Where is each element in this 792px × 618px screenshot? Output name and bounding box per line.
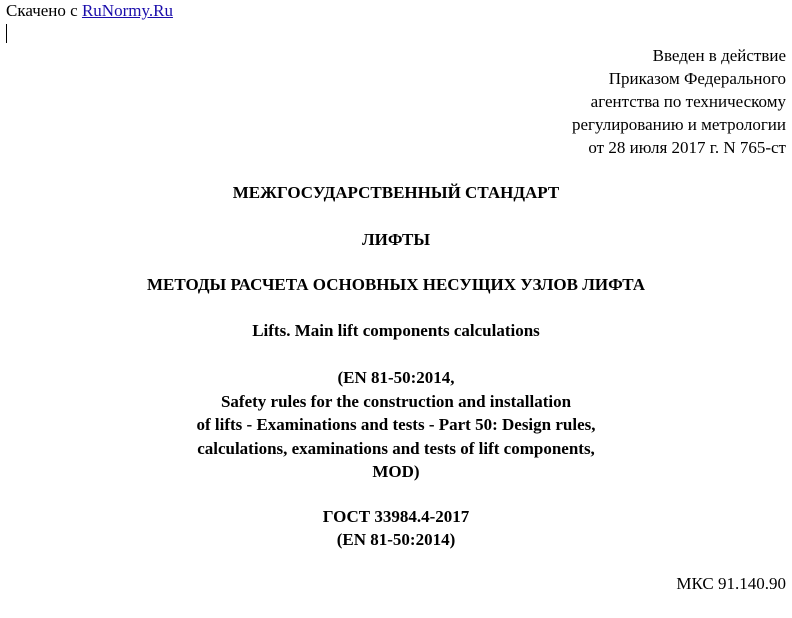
en-reference-line: Safety rules for the construction and installation [220, 391, 572, 411]
en-reference-line: of lifts - Examinations and tests - Part 50: Design rules, [196, 415, 596, 435]
mks-code: МКС 91.140.90 [676, 574, 786, 593]
enactment-line: Приказом Федерального [608, 69, 786, 88]
standard-type-heading: МЕЖГОСУДАРСТВЕННЫЙ СТАНДАРТ [232, 183, 560, 202]
enactment-line: Введен в действие [652, 46, 786, 65]
en-reference-line: calculations, examinations and tests of lift components, [197, 438, 595, 458]
english-title: Lifts. Main lift components calculations [252, 321, 540, 340]
enactment-line: агентства по техническому [590, 92, 786, 111]
methods-heading: МЕТОДЫ РАСЧЕТА ОСНОВНЫХ НЕСУЩИХ УЗЛОВ ЛИФТА [146, 275, 646, 294]
en-reference-block [0, 366, 792, 484]
gost-number: ГОСТ 33984.4-2017 [322, 507, 470, 526]
text-cursor [6, 24, 7, 43]
subject-heading: ЛИФТЫ [361, 230, 431, 249]
gost-designation [0, 505, 792, 551]
source-link[interactable]: RuNormy.Ru [81, 1, 173, 20]
source-prefix: Скачено с [6, 1, 82, 20]
source-line [6, 0, 173, 21]
gost-en-reference: (EN 81-50:2014) [336, 530, 456, 549]
enactment-line: от 28 июля 2017 г. N 765-ст [588, 138, 786, 157]
enactment-line: регулированию и метрологии [571, 115, 786, 134]
enactment-note [572, 44, 786, 159]
en-reference-line: (EN 81-50:2014, [337, 368, 455, 387]
en-reference-line: MOD) [372, 462, 420, 482]
